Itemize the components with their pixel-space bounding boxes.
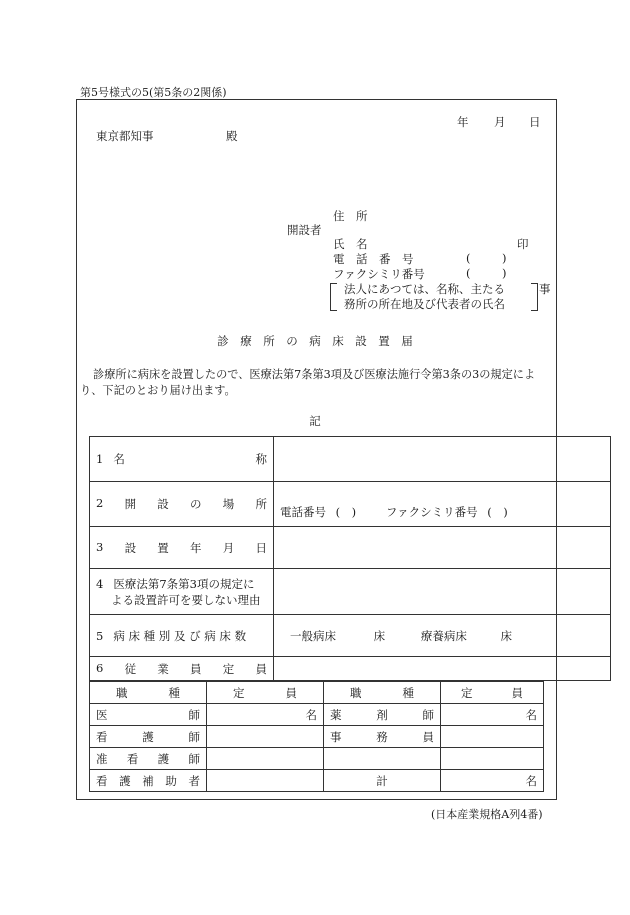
label-char: 員 [255, 661, 267, 676]
header-char: 員 [285, 685, 297, 700]
reason-line1: 医療法第7条第3項の規定に [113, 576, 255, 591]
location-fax-label: ファクシミリ番号 [385, 505, 478, 519]
applicant-fax-label: ファクシミリ番号 [333, 267, 425, 281]
addressee-governor: 東京都知事 [96, 129, 154, 143]
corp-note-trailing-char: 事 [539, 282, 551, 296]
label-char: 称 [255, 452, 268, 466]
phone-paren-open: ( [466, 251, 471, 265]
date-day: 日 [529, 115, 541, 129]
job-char: 師 [188, 729, 200, 744]
label-char: 業 [157, 661, 169, 676]
job-assistant-nurse [90, 748, 207, 770]
job-char: 事 [330, 729, 342, 744]
row-staff-label [90, 657, 274, 681]
label-char: 所 [255, 497, 267, 511]
applicant-label: 開設者 [287, 223, 322, 237]
job-char: 護 [142, 729, 154, 744]
intro-line1: 診療所に病床を設置したので、医療法第7条第3項及び医療法施行令第3条の3の規定によ [93, 368, 536, 381]
row-reason-label [90, 569, 274, 615]
label-char: 従 [124, 661, 137, 676]
label-char: 開 [124, 497, 137, 511]
row-name [90, 437, 611, 482]
empty-job[interactable] [324, 748, 441, 770]
header-char: 種 [402, 685, 414, 700]
row-name-label [90, 437, 274, 482]
job-char: 薬 [330, 707, 342, 722]
job-pharmacist [324, 704, 441, 726]
job-char: 看 [96, 773, 108, 788]
job-char: 剤 [376, 707, 388, 722]
label-char: 年 [190, 540, 202, 555]
care-beds-label: 療養病床 [420, 628, 467, 643]
form-title: 診 療 所 の 病 床 設 置 届 [217, 334, 413, 348]
header-char: 職 [350, 685, 362, 700]
job-char: 護 [157, 751, 170, 766]
label-char: の [190, 497, 202, 511]
header-char: 定 [461, 685, 473, 700]
row-staff-value [274, 657, 611, 681]
location-fax-paren: ( ) [487, 505, 508, 519]
date-month: 月 [494, 115, 506, 129]
assistant-nurse-count[interactable] [207, 748, 324, 770]
header-job-type [324, 682, 441, 704]
row-reason-value[interactable] [274, 569, 611, 615]
row-beds-label [90, 615, 274, 657]
staff-row [90, 726, 544, 748]
date-year: 年 [457, 115, 469, 129]
phone-paren-close: ) [502, 251, 507, 265]
staff-row [90, 770, 544, 792]
job-char: 補 [142, 773, 154, 788]
job-char: 医 [96, 707, 108, 722]
total-count[interactable] [441, 770, 544, 792]
clerk-count[interactable] [441, 726, 544, 748]
job-clerk [324, 726, 441, 748]
location-phone-paren: ( ) [335, 505, 357, 519]
staff-row [90, 748, 544, 770]
applicant-name-label: 氏 名 [333, 237, 368, 251]
row-number: 1 [96, 452, 104, 466]
general-beds-label: 一般病床 [290, 628, 337, 643]
intro-line2: り、下記のとおり届け出ます。 [80, 384, 236, 397]
job-char: 助 [165, 773, 177, 788]
count-unit: 名 [525, 707, 537, 722]
addressee-honorific: 殿 [226, 129, 238, 143]
staff-header-row [90, 682, 544, 704]
paper-standard-note: (日本産業規格A列4番) [431, 808, 543, 821]
header-count [441, 682, 544, 704]
staff-table [89, 681, 544, 792]
label-char: 員 [190, 661, 202, 676]
label-char: 日 [255, 540, 267, 555]
header-char: 職 [116, 685, 128, 700]
row-location-value[interactable] [274, 482, 611, 527]
job-char: 看 [96, 729, 108, 744]
pharmacist-count[interactable] [441, 704, 544, 726]
row-beds [90, 615, 611, 657]
row-location-label [90, 482, 274, 527]
seal-mark: 印 [517, 237, 529, 251]
row-date-label [90, 527, 274, 569]
row-number: 3 [96, 539, 104, 554]
doctor-count[interactable] [207, 704, 324, 726]
job-char: 務 [376, 729, 388, 744]
care-beds-unit: 床 [500, 628, 512, 643]
job-char: 看 [126, 751, 139, 766]
row-beds-value[interactable] [274, 615, 611, 657]
beds-label: 病 床 種 別 及 び 病 床 数 [113, 628, 247, 643]
label-char: 置 [157, 540, 169, 555]
job-doctor [90, 704, 207, 726]
row-staff [90, 657, 611, 681]
corp-note-line1: 法人にあつては、名称、主たる [344, 282, 505, 296]
location-phone-label: 電話番号 [280, 505, 327, 519]
row-name-value[interactable] [274, 437, 611, 482]
application-table [89, 436, 611, 681]
job-char: 者 [188, 773, 200, 788]
total-text: 計 [376, 773, 388, 788]
fax-paren-close: ) [502, 266, 507, 280]
fax-paren-open: ( [466, 266, 471, 280]
label-char: 月 [222, 540, 235, 555]
row-date-value[interactable] [274, 527, 611, 569]
count-unit: 名 [525, 773, 537, 788]
job-char: 護 [119, 773, 131, 788]
count-unit: 名 [305, 707, 317, 722]
empty-count[interactable] [441, 748, 544, 770]
reason-line2: よる設置許可を要しない理由 [111, 592, 261, 607]
applicant-phone-label: 電 話 番 号 [333, 252, 414, 266]
general-beds-unit: 床 [373, 628, 386, 643]
header-char: 種 [168, 685, 180, 700]
job-char: 准 [96, 751, 108, 766]
header-char: 定 [233, 685, 245, 700]
label-char: 定 [222, 661, 235, 676]
job-nurse [90, 726, 207, 748]
job-char: 師 [422, 707, 434, 722]
row-location [90, 482, 611, 527]
row-date [90, 527, 611, 569]
job-char: 員 [422, 729, 434, 744]
corp-bracket-left [330, 283, 337, 311]
row-reason [90, 569, 611, 615]
row-number: 4 [96, 576, 104, 591]
corp-bracket-right [531, 283, 538, 311]
row-number: 6 [96, 660, 104, 675]
total-label [324, 770, 441, 792]
row-number: 5 [96, 628, 104, 643]
row-number: 2 [96, 496, 104, 510]
form-number: 第5号様式の5(第5条の2関係) [80, 86, 227, 99]
header-job-type [90, 682, 207, 704]
header-char: 員 [511, 685, 523, 700]
label-char: 名 [113, 452, 125, 466]
corp-note-line2: 務所の所在地及び代表者の氏名 [344, 297, 505, 311]
ki-label: 記 [309, 414, 321, 428]
staff-row [90, 704, 544, 726]
job-char: 師 [188, 751, 200, 766]
header-count [207, 682, 324, 704]
nursing-aide-count[interactable] [207, 770, 324, 792]
label-char: 場 [222, 497, 235, 511]
job-nursing-aide [90, 770, 207, 792]
job-char: 師 [188, 707, 200, 722]
nurse-count[interactable] [207, 726, 324, 748]
label-char: 設 [124, 540, 137, 555]
label-char: 設 [157, 497, 169, 511]
applicant-address-label: 住 所 [333, 209, 368, 223]
